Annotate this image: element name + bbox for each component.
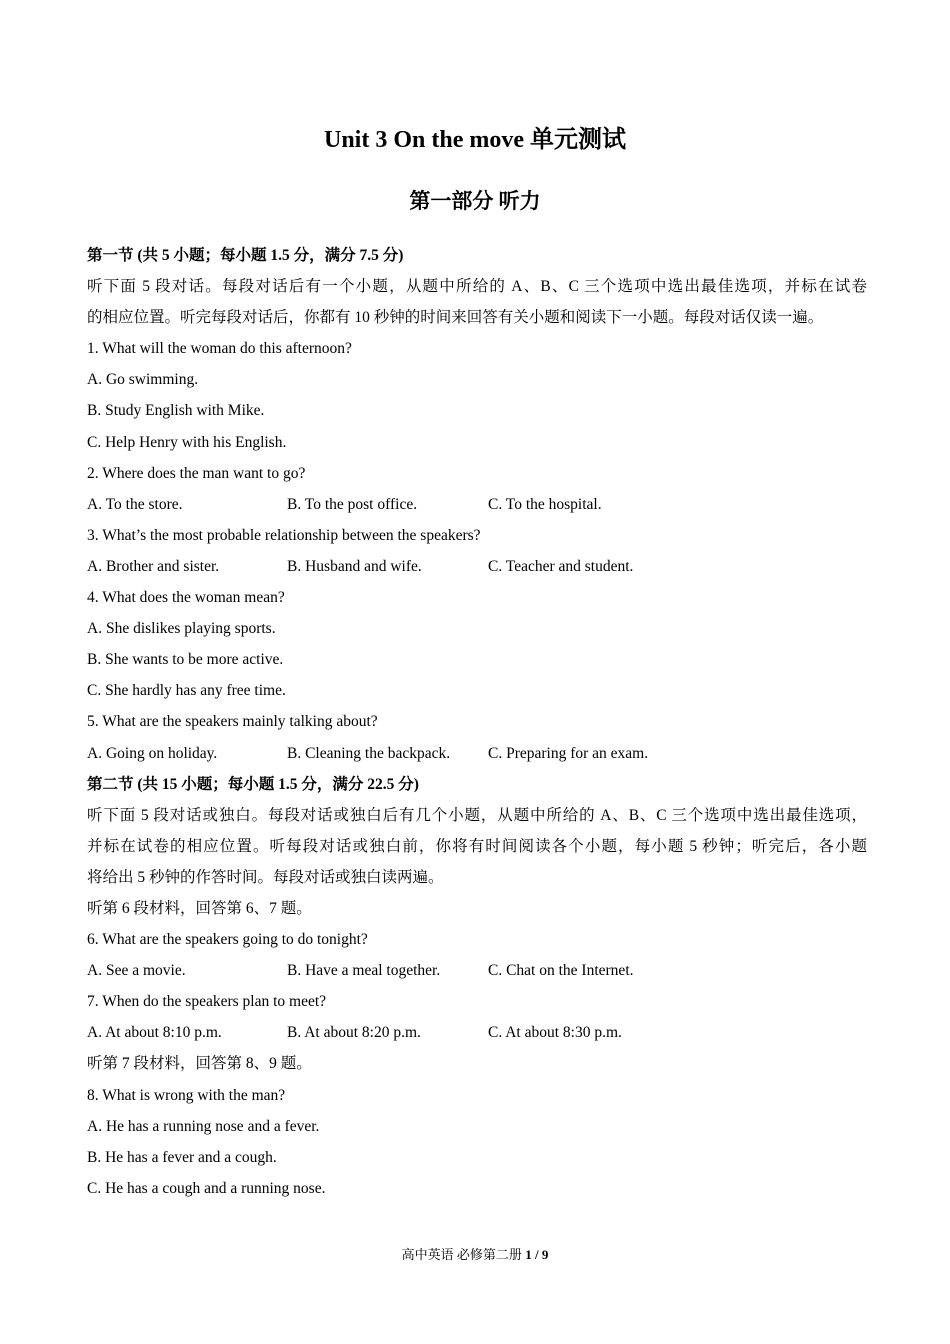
material-7-instruction: 听第 7 段材料，回答第 8、9 题。 (87, 1055, 312, 1073)
question-5-option-c: C. Preparing for an exam. (488, 744, 649, 762)
question-2-options (87, 489, 867, 520)
question-4-option-a: A. She dislikes playing sports. (87, 620, 276, 638)
question-8-stem: 8. What is wrong with the man? (87, 1086, 286, 1104)
question-6-option-a: A. See a movie. (87, 962, 186, 980)
question-7-option-a: A. At about 8:10 p.m. (87, 1024, 222, 1042)
question-4-stem: 4. What does the woman mean? (87, 589, 285, 607)
question-5-stem: 5. What are the speakers mainly talking about? (87, 713, 378, 731)
question-2-option-c: C. To the hospital. (488, 495, 602, 513)
question-1-option-b: B. Study English with Mike. (87, 402, 265, 420)
question-7-option-b: B. At about 8:20 p.m. (287, 1024, 421, 1042)
question-2-option-b: B. To the post office. (287, 495, 418, 513)
section-one-instructions-line: 听下面 5 段对话。每段对话后有一个小题，从题中所给的 A、B、C 三个选项中选出最佳选项，并标在试卷 (87, 278, 867, 296)
question-7-options (87, 1017, 867, 1048)
document-body (87, 240, 867, 1204)
question-6-option-b: B. Have a meal together. (287, 962, 441, 980)
page-total: 9 (541, 1247, 549, 1262)
section-two-instructions-line: 并标在试卷的相应位置。听每段对话或独白前，你将有时间阅读各个小题，每小题 5 秒钟；听完后，各小题 (87, 837, 867, 855)
section-two-heading: 第二节 (共 15 小题；每小题 1.5 分，满分 22.5 分) (87, 775, 419, 793)
question-4-option-b: B. She wants to be more active. (87, 651, 284, 669)
question-3-option-a: A. Brother and sister. (87, 557, 220, 575)
question-1-stem: 1. What will the woman do this afternoon? (87, 340, 352, 358)
question-5-option-a: A. Going on holiday. (87, 744, 218, 762)
section-two-instructions-line: 听下面 5 段对话或独白。每段对话或独白后有几个小题，从题中所给的 A、B、C 三个选项中选出最佳选项， (87, 806, 867, 824)
part-one-title: 第一部分 听力 (409, 189, 541, 213)
question-6-stem: 6. What are the speakers going to do tonight? (87, 931, 368, 949)
question-7-stem: 7. When do the speakers plan to meet? (87, 993, 327, 1011)
document-title: Unit 3 On the move 单元测试 (324, 127, 626, 153)
question-1-option-c: C. Help Henry with his English. (87, 433, 287, 451)
question-1-option-a: A. Go swimming. (87, 371, 199, 389)
question-3-option-c: C. Teacher and student. (488, 557, 634, 575)
question-2-option-a: A. To the store. (87, 495, 183, 513)
question-4-option-c: C. She hardly has any free time. (87, 682, 286, 700)
question-2-stem: 2. Where does the man want to go? (87, 464, 306, 482)
page-separator: / (534, 1247, 539, 1262)
question-7-option-c: C. At about 8:30 p.m. (488, 1024, 622, 1042)
question-5-option-b: B. Cleaning the backpack. (287, 744, 451, 762)
question-5-options (87, 738, 867, 769)
question-3-option-b: B. Husband and wife. (287, 557, 422, 575)
page-footer (0, 1245, 950, 1265)
question-8-option-b: B. He has a fever and a cough. (87, 1148, 277, 1166)
question-6-option-c: C. Chat on the Internet. (488, 962, 634, 980)
section-one-heading: 第一节 (共 5 小题；每小题 1.5 分，满分 7.5 分) (87, 247, 404, 264)
page-number: 1 (525, 1247, 532, 1262)
question-3-stem: 3. What’s the most probable relationship between the speakers? (87, 526, 481, 544)
material-6-instruction: 听第 6 段材料，回答第 6、7 题。 (87, 899, 312, 917)
section-two-instructions-line: 将给出 5 秒钟的作答时间。每段对话或独白读两遍。 (87, 868, 444, 886)
question-3-options (87, 551, 867, 582)
footer-label: 高中英语 必修第二册 (401, 1247, 522, 1262)
question-8-option-a: A. He has a running nose and a fever. (87, 1117, 320, 1135)
section-one-instructions-line: 的相应位置。听完每段对话后，你都有 10 秒钟的时间来回答有关小题和阅读下一小题。每段对话仅读一遍。 (87, 309, 824, 327)
question-6-options (87, 955, 867, 986)
question-8-option-c: C. He has a cough and a running nose. (87, 1179, 326, 1197)
